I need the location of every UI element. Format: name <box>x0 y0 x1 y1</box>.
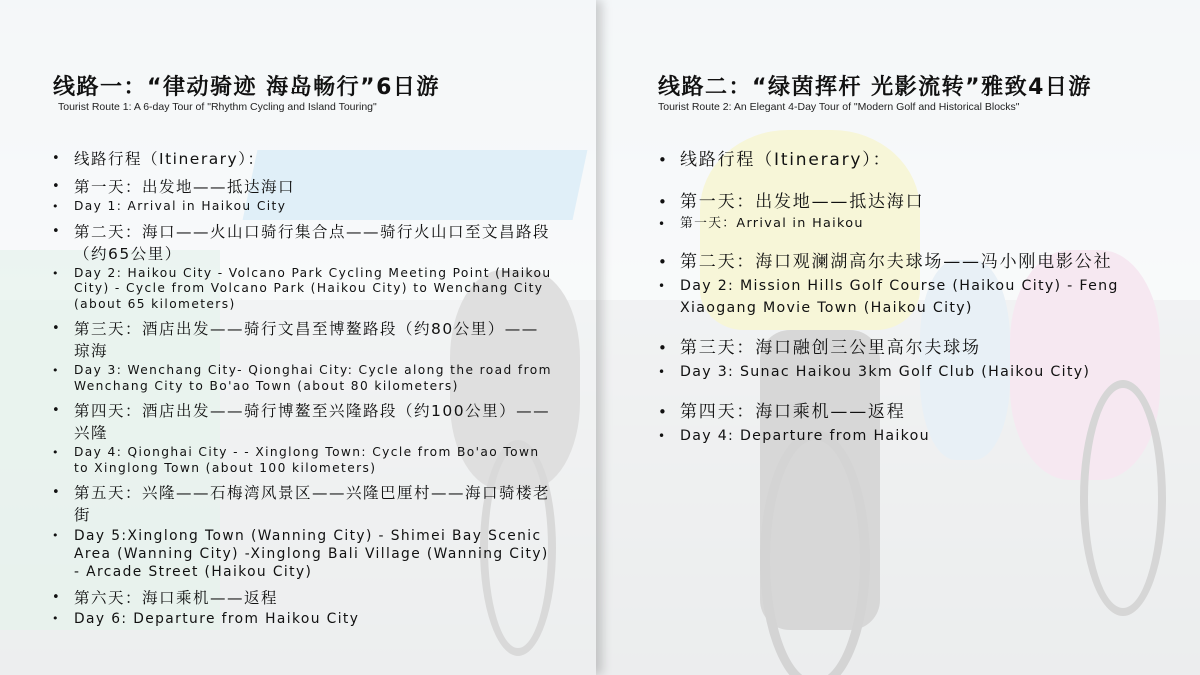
route1-day6-en: • Day 6: Departure from Haikou City <box>52 610 552 628</box>
route2-day4-en: • Day 4: Departure from Haikou <box>658 425 1168 447</box>
route1-day4-zh: • 第四天：酒店出发——骑行博鳌至兴隆路段（约100公里）——兴隆 <box>52 400 552 444</box>
route2-subtitle: Tourist Route 2: An Elegant 4-Day Tour of "Modern Golf and Historical Blocks" <box>658 101 1020 113</box>
route2-panel <box>600 0 1200 675</box>
route1-subtitle: Tourist Route 1: A 6-day Tour of "Rhythm Cycling and Island Touring" <box>58 101 377 113</box>
route1-day1-en: • Day 1: Arrival in Haikou City <box>52 199 552 215</box>
route2-day1-en: • 第一天：Arrival in Haikou <box>658 215 1168 233</box>
route1-itinerary-list <box>52 148 552 628</box>
route2-title: 线路二：“绿茵挥杆 光影流转”雅致4日游 <box>658 75 1092 100</box>
route1-day5-en: • Day 5:Xinglong Town (Wanning City) - Shimei Bay Scenic Area (Wanning City) -Xinglong Bali Village (Wanning City) - Arcade Street (Haikou City) <box>52 527 552 581</box>
route2-day2-en: • Day 2: Mission Hills Golf Course (Haikou City) - Feng Xiaogang Movie Town (Haikou City) <box>658 275 1168 319</box>
route1-day1-zh: • 第一天：出发地——抵达海口 <box>52 176 552 198</box>
route1-day6-zh: • 第六天：海口乘机——返程 <box>52 587 552 609</box>
route2-itinerary-heading: • 线路行程（Itinerary）： <box>658 147 1168 173</box>
route2-day3-zh: • 第三天：海口融创三公里高尔夫球场 <box>658 335 1168 361</box>
route2-day1-zh: • 第一天：出发地——抵达海口 <box>658 189 1168 215</box>
route1-panel <box>0 0 596 675</box>
route2-day2-zh: • 第二天：海口观澜湖高尔夫球场——冯小刚电影公社 <box>658 249 1168 275</box>
route1-title: 线路一：“律动骑迹 海岛畅行”6日游 <box>53 75 440 100</box>
route1-day4-en: • Day 4: Qionghai City - - Xinglong Town: Cycle from Bo'ao Town to Xinglong Town (about 100 kilometers) <box>52 445 552 476</box>
route2-day3-en: • Day 3: Sunac Haikou 3km Golf Club (Haikou City) <box>658 361 1168 383</box>
route1-day5-zh: • 第五天：兴隆——石梅湾风景区——兴隆巴厘村——海口骑楼老街 <box>52 482 552 526</box>
route1-day2-zh: • 第二天：海口——火山口骑行集合点——骑行火山口至文昌路段（约65公里） <box>52 221 552 265</box>
route1-day3-en: • Day 3: Wenchang City- Qionghai City: Cycle along the road from Wenchang City to Bo'ao Town (about 80 kilometers) <box>52 363 552 394</box>
route2-day4-zh: • 第四天：海口乘机——返程 <box>658 399 1168 425</box>
route1-itinerary-heading: • 线路行程（Itinerary）： <box>52 148 552 170</box>
route1-day2-en: • Day 2: Haikou City - Volcano Park Cycling Meeting Point (Haikou City) - Cycle from Volcano Park (Haikou City) to Wenchang City (about 65 kilometers) <box>52 266 552 313</box>
route1-day3-zh: • 第三天：酒店出发——骑行文昌至博鳌路段（约80公里）——琼海 <box>52 318 552 362</box>
route2-itinerary-list <box>658 147 1168 447</box>
